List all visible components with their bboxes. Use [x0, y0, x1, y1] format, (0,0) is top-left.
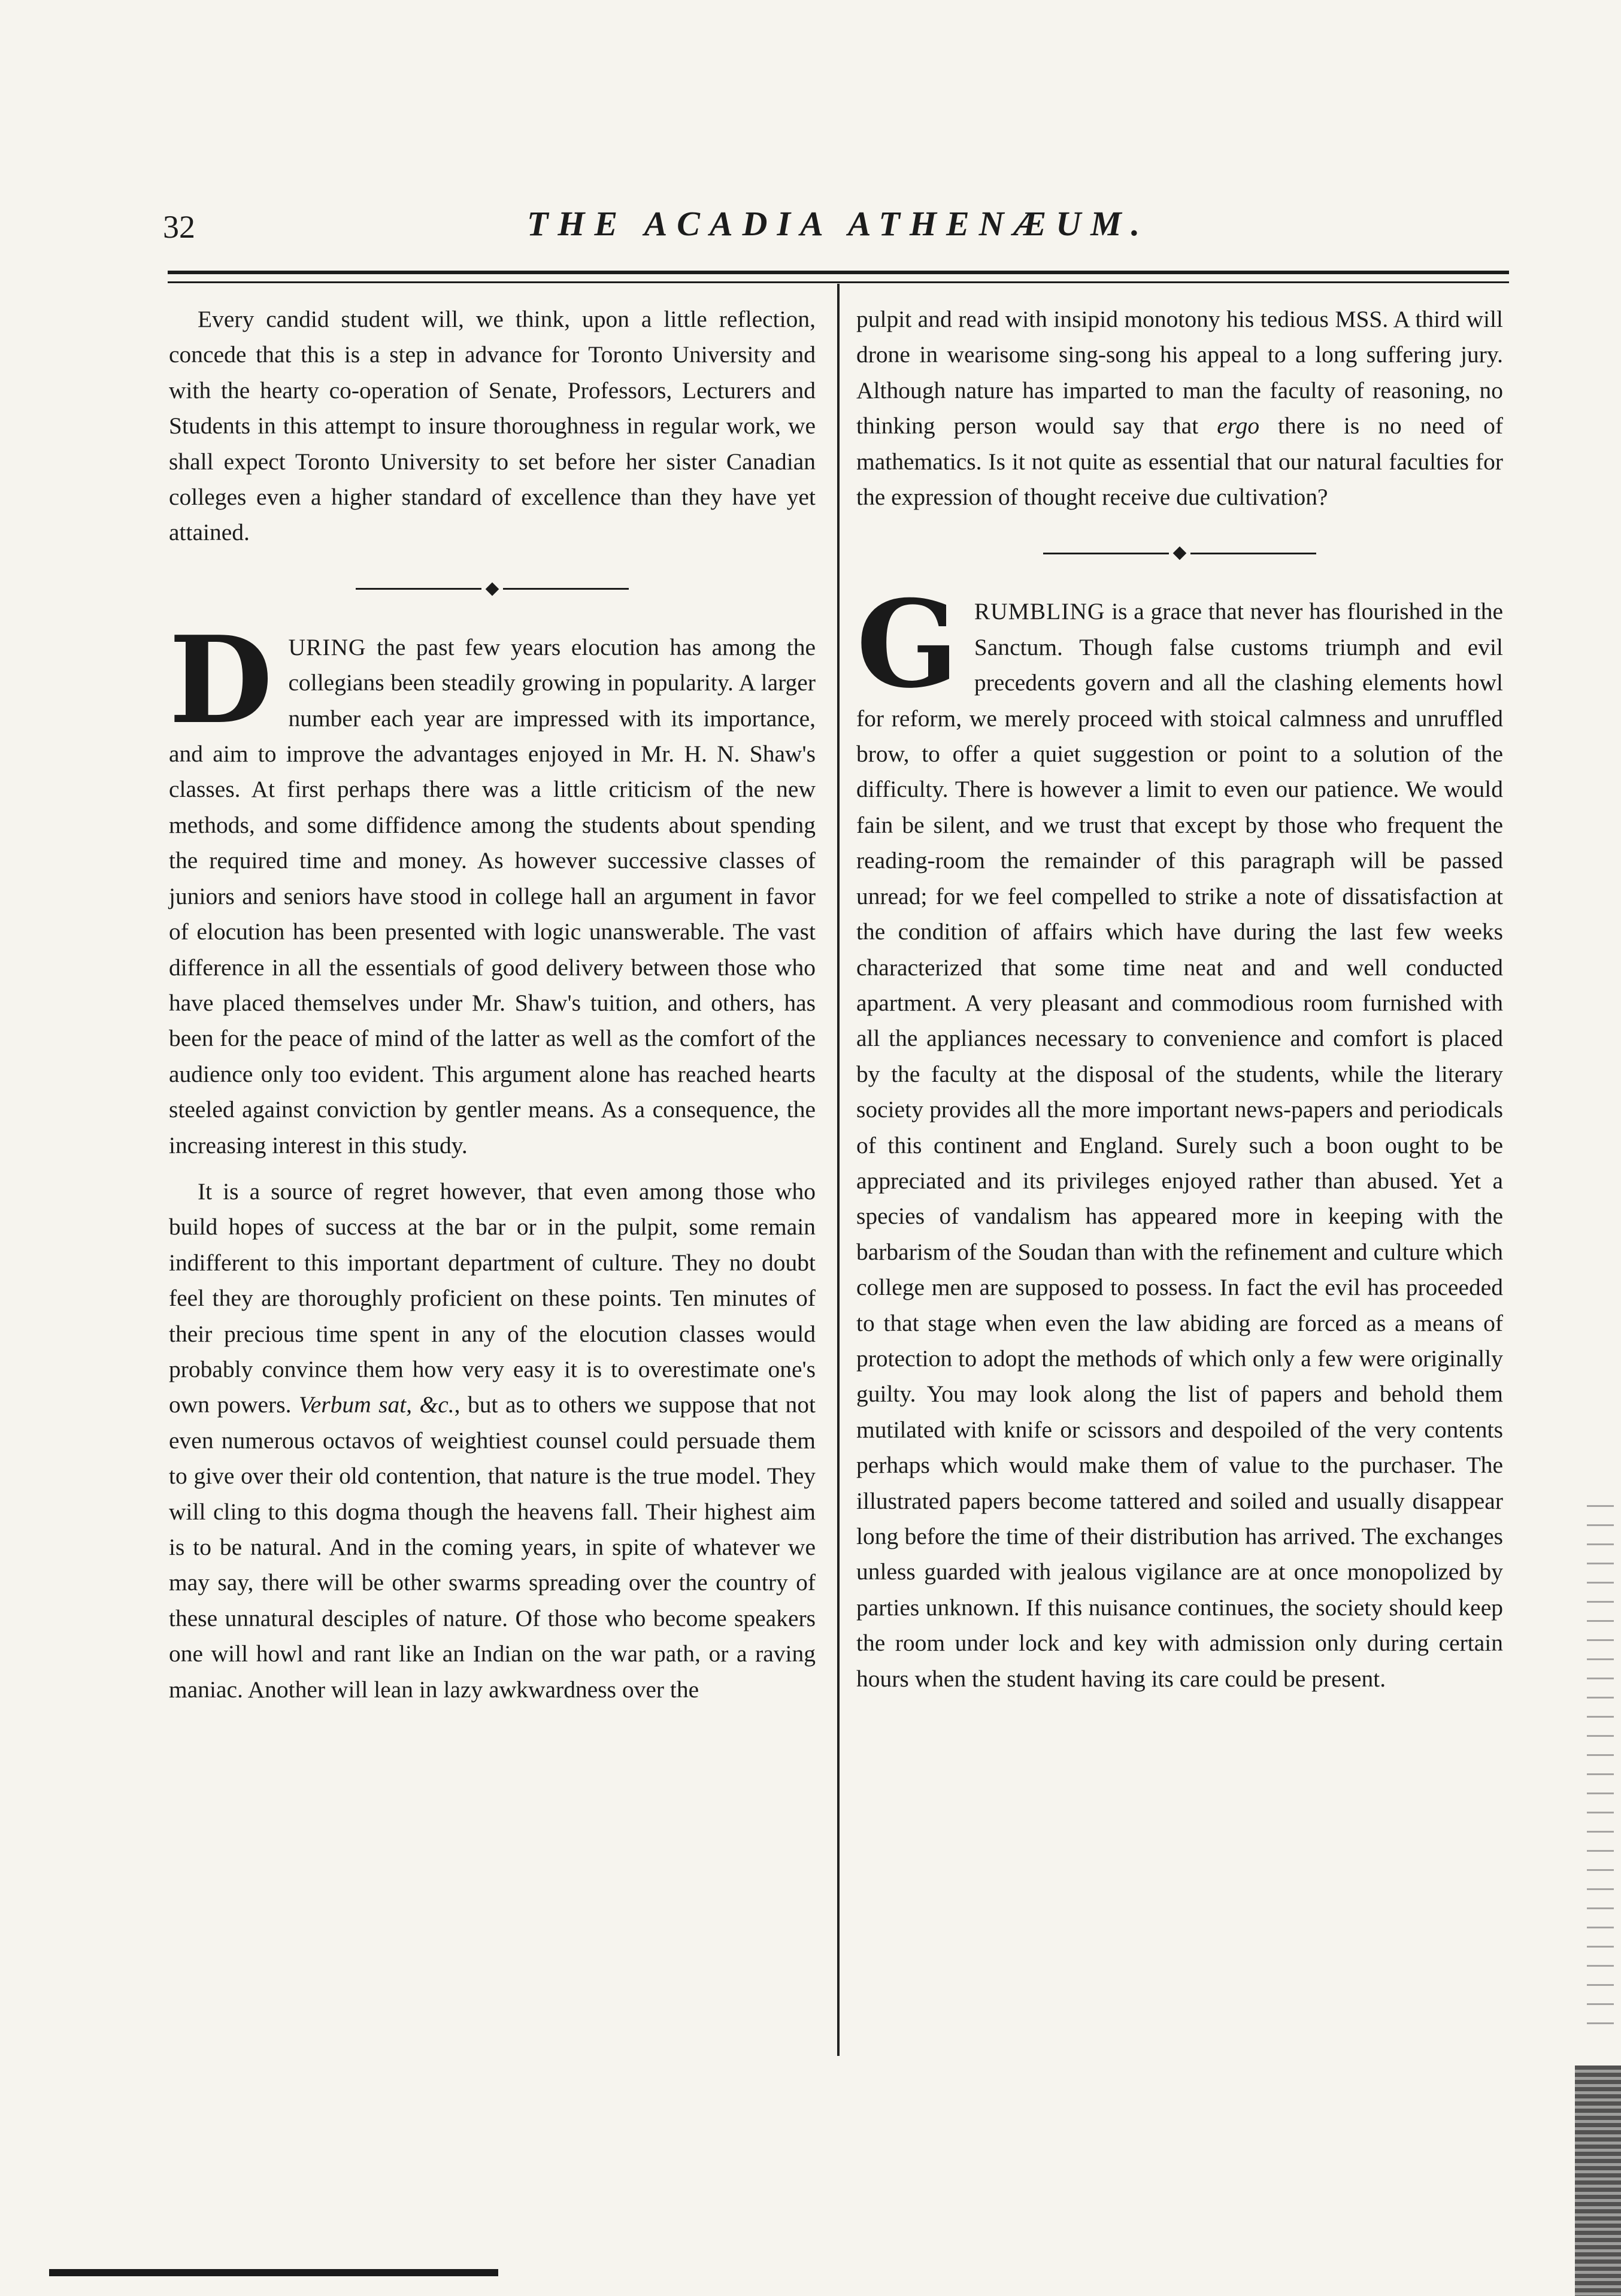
elocution-text-a: It is a source of regret however, that even among those who build hopes of success at the bar or in the pulpit, some remain indifferent to this important department of culture. They no doubt feel they are thoroughly proficient on these points. Ten minutes of their precious time spent in any of the elocution classes would probably convince them how very easy it is to overestimate one's own powers. — [169, 1178, 816, 1418]
elocution-text: the past few years elocution has among the collegians been steadily growing in popularity. A larger number each year are impressed with its importance, and aim to improve the advantages enjoyed in Mr. H. N. Shaw's classes. At first perhaps there was a little criticism of the new methods, and some diffidence among the students about spending the required time and money. As however successive classes of juniors and seniors have stood in college hall an argument in favor of elocution has been presented with logic unanswerable. The vast difference in all the essentials of good delivery between those who have placed themselves under Mr. Shaw's tuition, and others, has been for the peace of mind of the latter as well as the comfort of the audience only too evident. This argument alone has reached hearts steeled against conviction by gentler means. As a consequence, the increasing interest in this study. — [169, 633, 816, 1158]
dropcap-g: G — [856, 574, 959, 715]
continued-text-a: pulpit and read with insipid monotony his tedious MSS. A third will drone in wearisome sing-song his appeal to a long suffering jury. Although nature has imparted to man the faculty of reasoning, no thinking person would say that — [856, 306, 1503, 439]
elocution-text-b: , but as to others we suppose that not even numerous octavos of weightiest counsel could persuade them to give over their old contention, that nature is the true model. They will cling to this dogma though the heavens fall. Their highest aim is to be natural. And in the coming years, in spite of whatever we may say, there will be other swarms spreading over the country of these unnatural desciples of nature. Of those who become speakers one will howl and rant like an Indian on the war path, or a raving maniac. Another will lean in lazy awkwardness over the — [169, 1391, 816, 1703]
dropcap-d: D — [169, 609, 273, 751]
scan-edge-shadow — [1575, 2066, 1621, 2296]
scan-edge-noise — [1587, 1497, 1614, 2036]
elocution-paragraph — [169, 609, 816, 1163]
elocution-paragraph-2 — [169, 1174, 816, 1707]
header-rule-thick — [168, 271, 1509, 274]
column-divider — [837, 284, 840, 2056]
grumbling-paragraph — [856, 574, 1503, 1697]
section-ornament-right — [856, 539, 1503, 563]
ergo-italic: ergo — [1217, 413, 1260, 439]
bottom-scan-mark — [49, 2269, 498, 2276]
header-rule-thin — [168, 281, 1509, 283]
left-column — [169, 302, 816, 1707]
continued-text-b: there is no need of mathematics. Is it not quite as essential that our natural faculties for the expression of thought receive due cultivation? — [856, 413, 1503, 511]
right-column — [856, 302, 1503, 1697]
elocution-lead-word: URING — [288, 633, 366, 660]
page-number: 32 — [163, 209, 195, 245]
running-head: THE ACADIA ATHENÆUM. — [527, 204, 1150, 243]
grumbling-lead-word: RUMBLING — [974, 598, 1105, 625]
latin-phrase: Verbum sat, &c. — [298, 1391, 455, 1418]
continued-paragraph: Every candid student will, we think, upon a little reflection, concede that this is a step in advance for Toronto University and with the hearty co-operation of Senate, Professors, Lecturers and Students in this attempt to insure thoroughness in regular work, we shall expect Toronto University to set before her sister Canadian colleges even a higher standard of excellence than they have yet attained. — [169, 306, 816, 546]
continued-paragraph-right — [856, 302, 1503, 515]
grumbling-text: is a grace that never has flourished in the Sanctum. Though false customs triumph and evil precedents govern and all the clashing elements howl for reform, we merely proceed with stoical calmness and unruffled brow, to offer a quiet suggestion or point to a solution of the difficulty. There is however a limit to even our patience. We would fain be silent, and we trust that except by those who frequent the reading-room the remainder of this paragraph will be passed unread; for we feel compelled to strike a note of dissatisfaction at the condition of affairs which have during the last few weeks characterized that some time neat and and well conducted apartment. A very pleasant and commodious room furnished with all the appliances necessary to convenience and comfort is placed by the faculty at the disposal of the students, while the literary society provides all the more important news-papers and periodicals of this continent and England. Surely such a boon ought to be appreciated and its privileges enjoyed rather than abused. Yet a species of vandalism has appeared more in keeping with the barbarism of the Soudan than with the refinement and culture which college men are supposed to possess. In fact the evil has proceeded to that stage when even the law abiding are forced as a means of protection to adopt the methods of which only a few were originally guilty. You may look along the list of papers and behold them mutilated with knife or scissors and despoiled of the very contents perhaps which would make them of value to the purchaser. The illustrated papers become tattered and soiled and usually disappear long before the time of their distribution has arrived. The exchanges unless guarded with jealous vigilance are at once monopolized by parties unknown. If this nuisance continues, the society should keep the room under lock and key with admission only during certain hours when the student having its care could be present. — [856, 598, 1503, 1692]
section-ornament — [169, 575, 816, 599]
